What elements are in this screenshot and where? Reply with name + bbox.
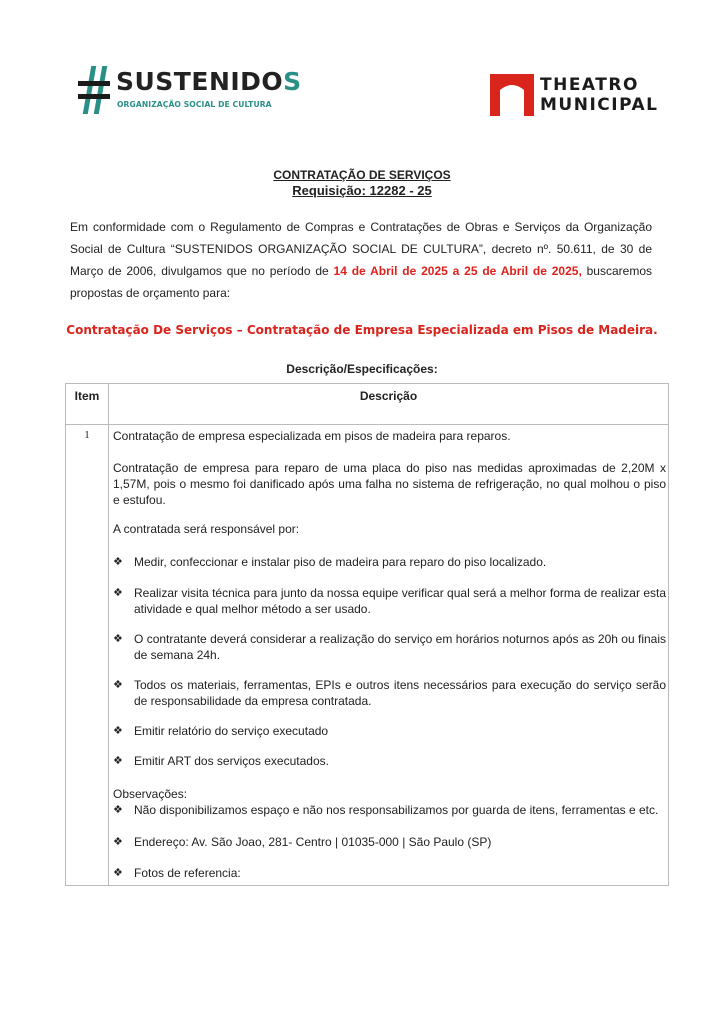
desc-paragraph-2: Contratação de empresa para reparo de uma placa do piso nas medidas aproximadas de 2,20M x 1,57M, pois o mesmo foi danificado após uma falha no sistema de refrigeração, no qual molhou o piso e estufou. bbox=[113, 461, 666, 507]
bullet-icon: ❖ bbox=[113, 679, 123, 691]
spec-label: Descrição/Especificações: bbox=[286, 362, 438, 376]
bullet-icon: ❖ bbox=[113, 867, 123, 879]
bullet-icon: ❖ bbox=[113, 804, 123, 816]
observations-label: Observações: bbox=[113, 787, 188, 801]
theatre-arch-icon bbox=[490, 74, 534, 116]
list-item: ❖ O contratante deverá considerar a realização do serviço em horários noturnos após as 20h ou finais de semana 24h. bbox=[113, 632, 666, 662]
column-header-item: Item bbox=[74, 389, 100, 403]
list-item: ❖ Endereço: Av. São Joao, 281- Centro | 01035-000 | São Paulo (SP) bbox=[113, 835, 492, 849]
bullet-icon: ❖ bbox=[113, 587, 123, 599]
list-item: ❖ Fotos de referencia: bbox=[113, 866, 241, 880]
list-item: ❖ Emitir relatório do serviço executado bbox=[113, 724, 329, 738]
desc-line-1: Contratação de empresa especializada em pisos de madeira para reparos. bbox=[113, 429, 511, 443]
service-heading: Contratação De Serviços – Contratação de Empresa Especializada em Pisos de Madeira. bbox=[66, 323, 658, 337]
bullet-icon: ❖ bbox=[113, 836, 123, 848]
bullet-icon: ❖ bbox=[113, 755, 123, 767]
desc-paragraph-3: A contratada será responsável por: bbox=[113, 522, 300, 536]
sustenidos-logo bbox=[80, 64, 302, 120]
column-header-description: Descrição bbox=[359, 389, 418, 403]
list-item: ❖ Todos os materiais, ferramentas, EPIs e outros itens necessários para execução do serviço serão de responsabilidade da empresa contratada. bbox=[113, 678, 666, 708]
logo-line-municipal: MUNICIPAL bbox=[540, 95, 659, 115]
intro-period: 14 de Abril de 2025 a 25 de Abril de 2025, bbox=[333, 264, 582, 278]
requisition-number: Requisição: 12282 - 25 bbox=[292, 183, 432, 198]
intro-paragraph: Em conformidade com o Regulamento de Compras e Contratações de Obras e Serviços da Organização Social de Cultura “SUSTENIDOS ORGANIZAÇÃO SOCIAL DE CULTURA”, decreto nº. 50.611, de 30 de Março de 2006, divulgamos que no período de 14 de Abril de 2025 a 25 de Abril de 2025, buscaremos propostas de orçamento para: bbox=[70, 220, 652, 300]
item-number: 1 bbox=[84, 429, 90, 441]
item-description bbox=[113, 428, 666, 881]
bullet-icon: ❖ bbox=[113, 633, 123, 645]
theatro-municipal-logo bbox=[490, 72, 660, 118]
logo-subtitle: ORGANIZAÇÃO SOCIAL DE CULTURA bbox=[117, 100, 272, 109]
bullet-icon: ❖ bbox=[113, 725, 123, 737]
list-item: ❖ Realizar visita técnica para junto da nossa equipe verificar qual será a melhor forma de realizar esta atividade e qual melhor método a ser usado. bbox=[113, 586, 666, 616]
bullet-icon: ❖ bbox=[113, 556, 123, 568]
document-title: CONTRATAÇÃO DE SERVIÇOS bbox=[273, 168, 451, 182]
list-item: ❖ Medir, confeccionar e instalar piso de madeira para reparo do piso localizado. bbox=[113, 555, 547, 569]
hash-icon bbox=[80, 66, 110, 114]
list-item: ❖ Não disponibilizamos espaço e não nos responsabilizamos por guarda de itens, ferramentas e etc. bbox=[113, 803, 659, 817]
logo-brand-text: SUSTENIDOS bbox=[116, 67, 302, 96]
list-item: ❖ Emitir ART dos serviços executados. bbox=[113, 754, 329, 768]
logo-line-theatro: THEATRO bbox=[540, 75, 639, 95]
spec-table bbox=[65, 383, 669, 886]
